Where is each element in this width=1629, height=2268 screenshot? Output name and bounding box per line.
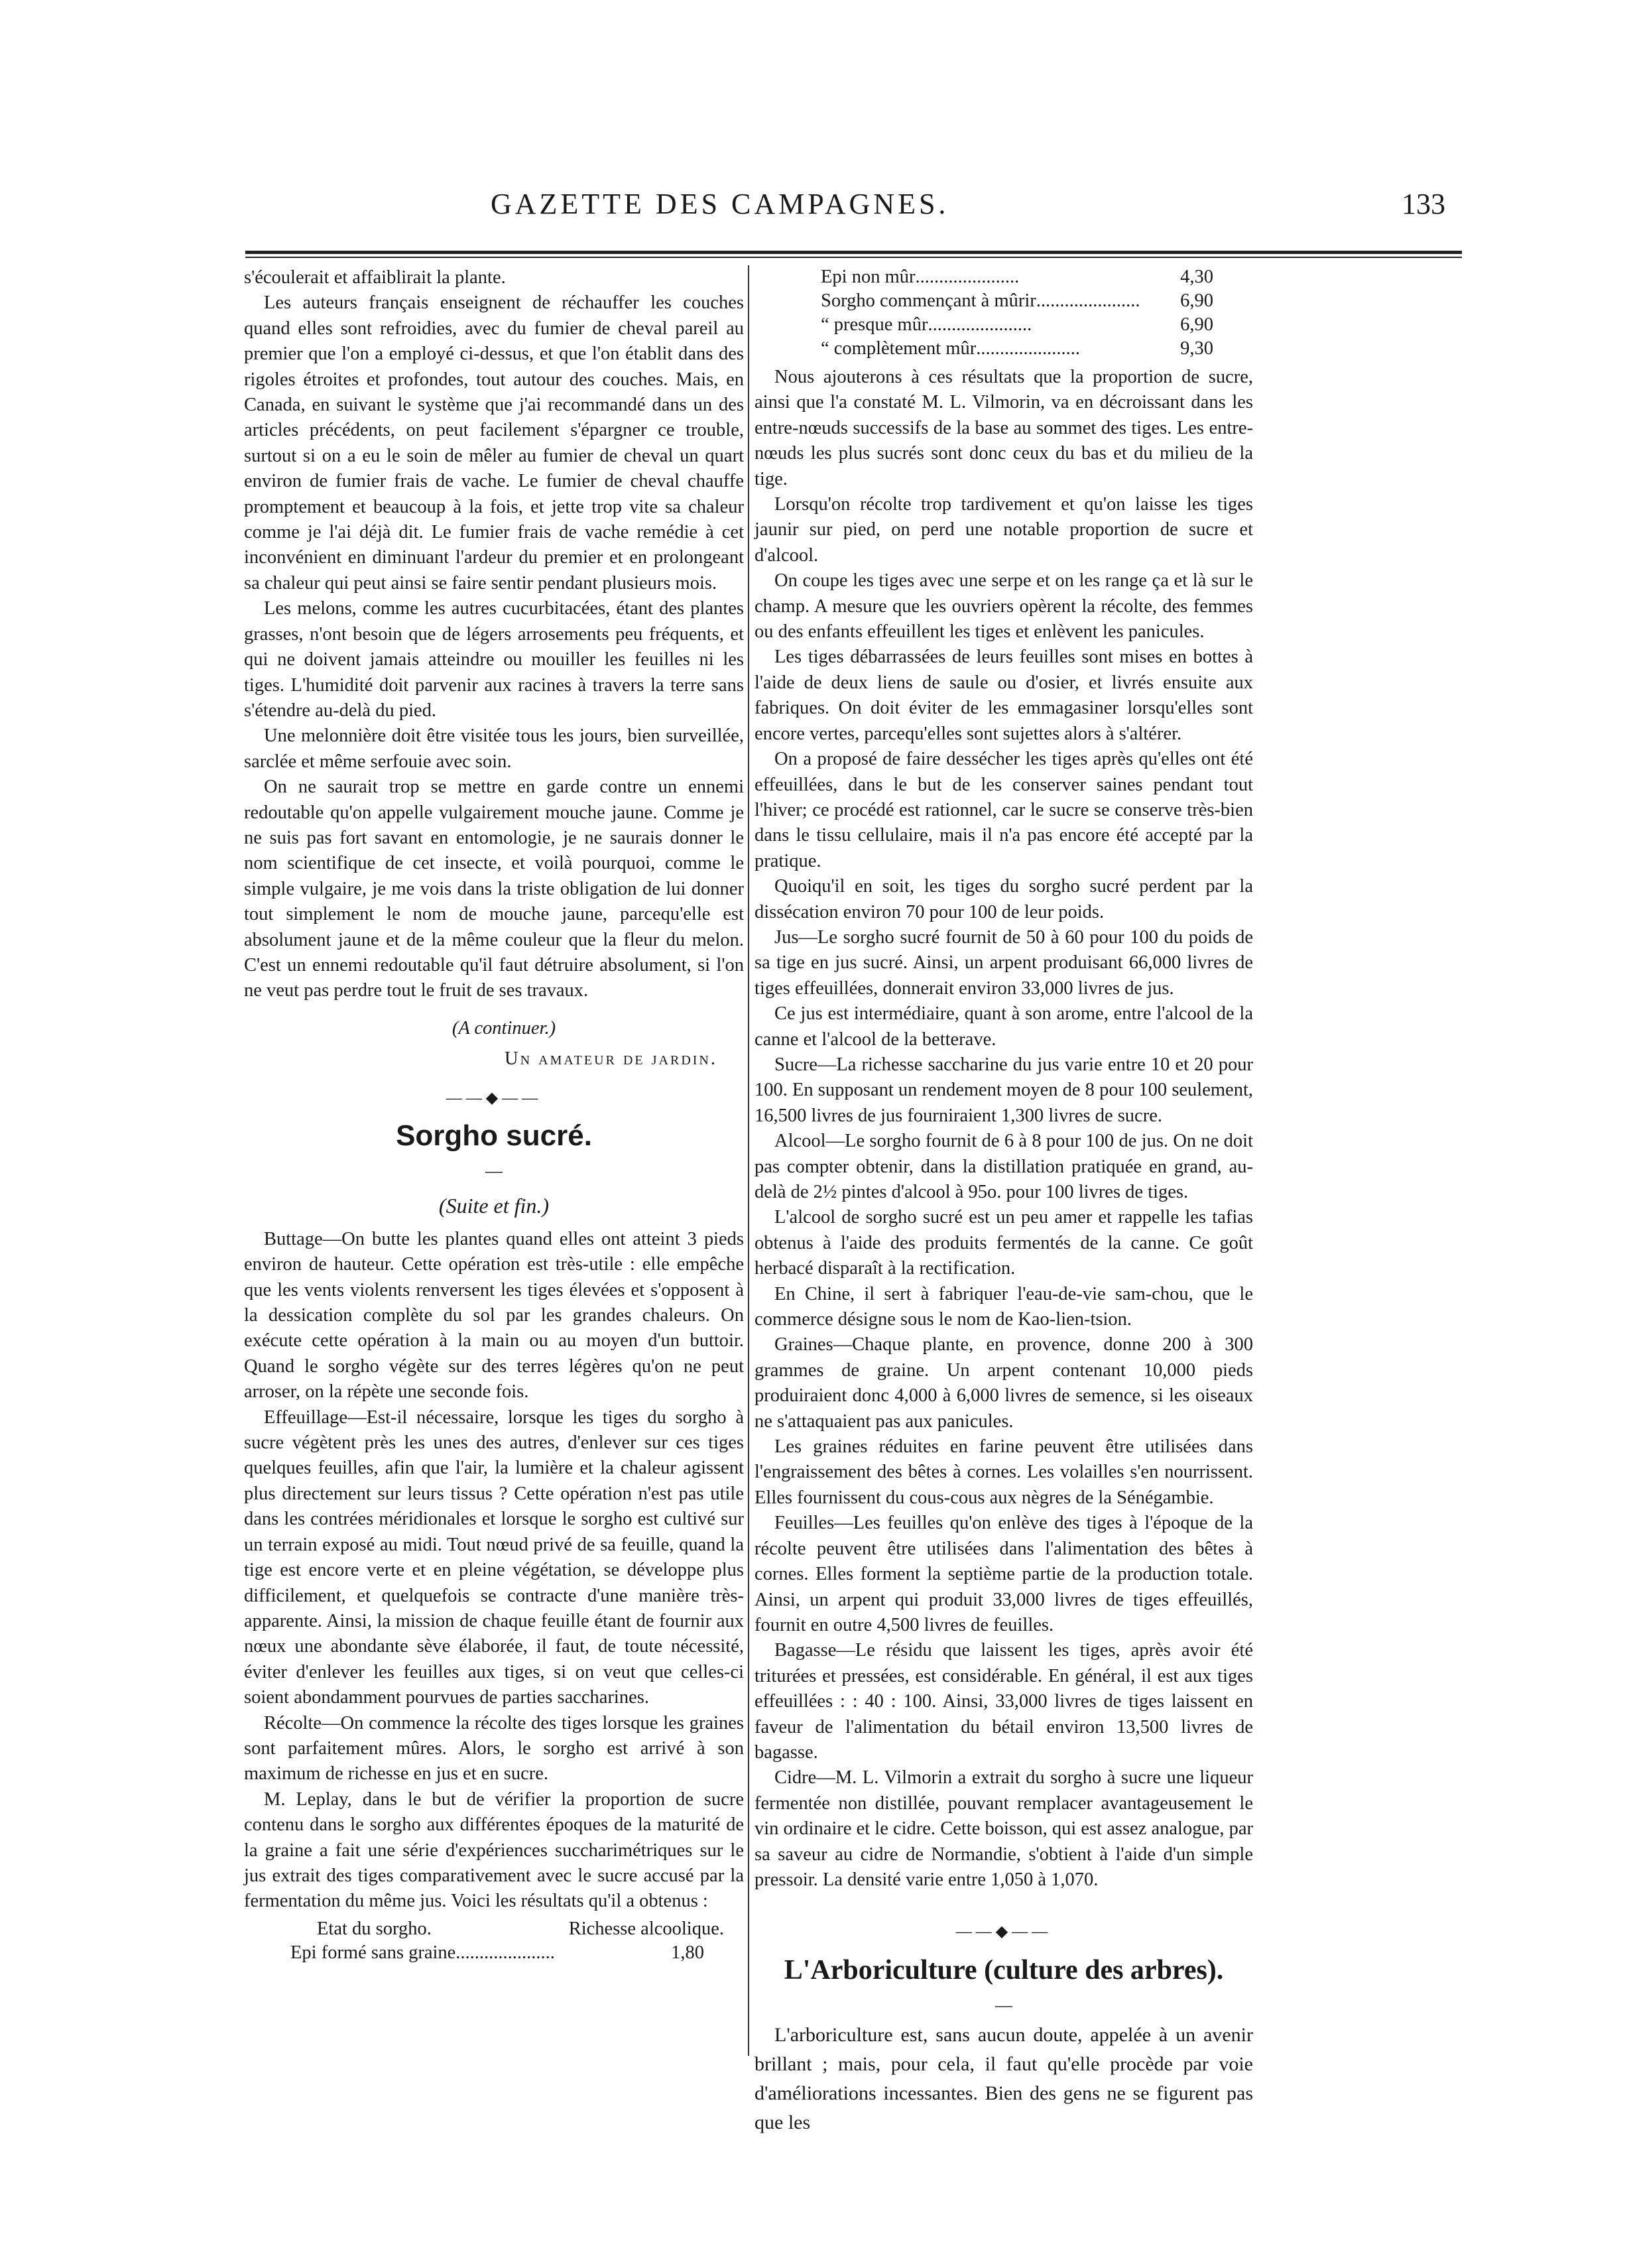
row-value: 6,90 xyxy=(1180,314,1213,335)
results-table xyxy=(244,1941,744,1965)
right-column xyxy=(754,265,1253,2137)
results-table-head xyxy=(244,1915,744,1941)
column-divider xyxy=(748,265,749,2056)
dot-leader: ...................... xyxy=(915,267,1020,287)
paragraph: Nous ajouterons à ces résultats que la proportion de sucre, ainsi que l'a constaté M. L. Vilmorin, va en décroissant dans les entre-nœuds successifs de la base au sommet des tiges. Les entre-nœuds les plus sucrés sont donc ceux du bas et du milieu de la tige. xyxy=(754,367,1253,489)
paragraph: Une melonnière doit être visitée tous les jours, bien surveillée, sarclée et même serfouie avec soin. xyxy=(244,725,744,772)
table-header-richness: Richesse alcoolique. xyxy=(568,1918,724,1939)
paragraph: L'alcool de sorgho sucré est un peu amer et rappelle les tafias obtenus à l'aide des produits fermentés de la canne. Ce goût herbacé disparaît à la rectification. xyxy=(754,1207,1253,1279)
dot-leader: ...................... xyxy=(1036,290,1140,311)
row-label: Epi non mûr xyxy=(821,267,916,287)
section-ornament: ——◆—— xyxy=(446,1089,542,1107)
to-be-continued: (A continuer.) xyxy=(452,1017,556,1039)
paragraph-alcool: Alcool—Le sorgho fournit de 6 à 8 pour 100 de jus. On ne doit pas compter obtenir, dans la distillation pratiquée en grand, au-delà de 2½ pintes d'alcool à 95o. pour 100 livres de tiges. xyxy=(754,1131,1253,1202)
paragraph-arboriculture: L'arboriculture est, sans aucun doute, appelée à un avenir brillant ; mais, pour cela, il faut qu'elle procède par voie d'améliorations incessantes. Bien des gens ne se figurent pas que les xyxy=(754,2024,1253,2134)
paragraph: On a proposé de faire dessécher les tiges après qu'elles ont été effeuillées, dans le but de les conserver saines pendant tout l'hiver; ce procédé est rationnel, car le sucre se conserve très-bien dans le tissu cellulaire, mais il n'a pas encore été accepté par la pratique. xyxy=(754,749,1253,871)
table-row xyxy=(754,313,1253,337)
table-row xyxy=(754,289,1253,313)
paragraph: En Chine, il sert à fabriquer l'eau-de-vie sam-chou, que le commerce désigne sous le nom de Kao-lien-tsion. xyxy=(754,1283,1253,1330)
paragraph: s'écoulerait et affaiblirait la plante. xyxy=(244,267,506,288)
header-rule xyxy=(245,251,1462,258)
row-label: “ presque mûr xyxy=(821,314,928,335)
page-header xyxy=(252,187,1445,233)
paragraph: Les graines réduites en farine peuvent être utilisées dans l'engraissement des bêtes à cornes. Les volailles s'en nourrissent. Elles fournissent du cous-cous aux nègres de la Sénégambie. xyxy=(754,1436,1253,1508)
section-subtitle: (Suite et fin.) xyxy=(438,1194,550,1218)
table-row xyxy=(754,337,1253,361)
dot-leader: ...................... xyxy=(976,338,1080,359)
author-signature: Un amateur de jardin. xyxy=(505,1048,717,1070)
paragraph-cidre: Cidre—M. L. Vilmorin a extrait du sorgho à sucre une liqueur fermentée non distillée, pouvant remplacer avantageusement le vin ordinaire et le cidre. Cette boisson, qui est assez analogue, par sa saveur au cidre de Normandie, s'obtient à l'aide d'un simple pressoir. La densité varie entre 1,050 à 1,070. xyxy=(754,1767,1253,1890)
paragraph-feuilles: Feuilles—Les feuilles qu'on enlève des tiges à l'époque de la récolte peuvent être utilisées dans l'alimentation des bêtes à cornes. Elles forment la septième partie de la production totale. Ainsi, un arpent qui produit 33,000 livres de tiges effeuillés, fournit en outre 4,500 livres de feuilles. xyxy=(754,1513,1253,1635)
section-title-sorgho: Sorgho sucré. xyxy=(396,1119,592,1152)
paragraph-graines: Graines—Chaque plante, en provence, donne 200 à 300 grammes de graine. Un arpent contenant 10,000 pieds produiraient donc 4,000 à 6,000 livres de semence, si les oiseaux ne s'attaquaient pas aux panicules. xyxy=(754,1334,1253,1432)
paragraph-jus: Jus—Le sorgho sucré fournit de 50 à 60 pour 100 du poids de sa tige en jus sucré. Ainsi, un arpent produisant 66,000 livres de tiges effeuillées, donnerait environ 33,000 livres de jus. xyxy=(754,926,1253,999)
page-number: 133 xyxy=(1402,188,1445,220)
paragraph-buttage: Buttage—On butte les plantes quand elles ont atteint 3 pieds environ de hauteur. Cette opération est très-utile : elle empêche que les vents violents renversent les tiges élevées et s'opposent à la dessication complète du sol par les grandes chaleurs. On exécute cette opération à la main ou au moyen d'un buttoir. Quand le sorgho végète sur des terres légères qu'on ne peut arroser, on la répète une seconde fois. xyxy=(244,1228,744,1403)
left-column xyxy=(244,265,744,1965)
paragraph: On coupe les tiges avec une serpe et on les range ça et là sur le champ. A mesure que les ouvriers opèrent la récolte, des femmes ou des enfants effeuillent les tiges et enlèvent les panicules. xyxy=(754,570,1253,643)
paragraph-bagasse: Bagasse—Le résidu que laissent les tiges, après avoir été triturées et pressées, est considérable. En général, il est aux tiges effeuillées : : 40 : 100. Ainsi, 33,000 livres de tiges laissent en faveur de l'alimentation du bétail environ 13,500 livres de bagasse. xyxy=(754,1640,1253,1763)
results-table-continued xyxy=(754,265,1253,361)
table-row xyxy=(754,265,1253,289)
running-title: GAZETTE DES CAMPAGNES. xyxy=(491,188,949,220)
paragraph: Les tiges débarrassées de leurs feuilles sont mises en bottes à l'aide de deux liens de saule ou d'osier, et livrés ensuite aux fabriques. On doit éviter de les emmagasiner lorsqu'elles sont encore vertes, parcequ'elles sont sujettes alors à s'altérer. xyxy=(754,647,1253,744)
title-dash: — xyxy=(995,1995,1012,2015)
row-value: 9,30 xyxy=(1180,338,1213,359)
row-value: 4,30 xyxy=(1180,267,1213,287)
section-title-arboriculture: L'Arboriculture (culture des arbres). xyxy=(784,1954,1224,1985)
paragraph-recolte: Récolte—On commence la récolte des tiges lorsque les graines sont parfaitement mûres. Alors, le sorgho est arrivé à son maximum de richesse en jus et en sucre. xyxy=(244,1712,744,1785)
paragraph: On ne saurait trop se mettre en garde contre un ennemi redoutable qu'on appelle vulgairement mouche jaune. Comme je ne suis pas fort savant en entomologie, je ne saurais donner le nom scientifique de cet insecte, et voilà pourquoi, comme le simple vulgaire, je me vois dans la triste obligation de lui donner tout simplement le nom de mouche jaune, parcequ'elle est absolument jaune et de la même couleur que la fleur du melon. C'est un ennemi redoutable qu'il faut détruire absolument, si l'on ne veut pas perdre tout le fruit de ses travaux. xyxy=(244,777,744,1001)
title-dash: — xyxy=(485,1161,503,1180)
paragraph: Les melons, comme les autres cucurbitacées, étant des plantes grasses, n'ont besoin que de légers arrosements peu fréquents, et qui ne doivent jamais atteindre ou mouiller les feuilles ni les tiges. L'humidité doit parvenir aux racines à travers la terre sans s'étendre au-delà du pied. xyxy=(244,598,744,721)
row-label: “ complètement mûr xyxy=(821,338,977,359)
row-value: 1,80 xyxy=(671,1942,704,1963)
paragraph-leplay: M. Leplay, dans le but de vérifier la proportion de sucre contenu dans le sorgho aux différentes époques de la maturité de la graine a fait une série d'expériences succharimétriques sur le jus extrait des tiges comparativement avec le sucre accusé par la fermentation du même jus. Voici les résultats qu'il a obtenus : xyxy=(244,1789,744,1912)
dot-leader: ...................... xyxy=(928,314,1032,335)
dot-leader: ..................... xyxy=(455,1942,555,1963)
table-row xyxy=(244,1941,744,1965)
paragraph: Ce jus est intermédiaire, quant à son arome, entre l'alcool de la canne et l'alcool de la betterave. xyxy=(754,1003,1253,1050)
paragraph-effeuillage: Effeuillage—Est-il nécessaire, lorsque les tiges du sorgho à sucre végètent près les unes des autres, d'enlever sur ces tiges quelques feuilles, afin que l'air, la lumière et la chaleur agissent plus directement sur leurs tissus ? Cette opération n'est pas utile dans les contrées méridionales et lorsque le sorgho est cultivé sur un terrain exposé au midi. Tout nœud privé de sa feuille, quand la tige est encore verte et en pleine végétation, se développe plus difficilement, et quelquefois se contracte d'une manière très-apparente. Ainsi, la mission de chaque feuille étant de fournir aux nœux une abondante sève élaborée, il faut, de toute nécessité, éviter d'enlever les feuilles aux tiges, si on veut que celles-ci soient abondamment pourvues de parties saccharines. xyxy=(244,1407,744,1708)
table-header-state: Etat du sorgho. xyxy=(317,1918,432,1939)
section-ornament: ——◆—— xyxy=(955,1923,1052,1941)
paragraph: Les auteurs français enseignent de réchauffer les couches quand elles sont refroidies, avec du fumier de cheval pareil au premier que l'on a employé ci-dessus, et que l'on établit dans des rigoles étroites et profondes, tout autour des couches. Mais, en Canada, en suivant le système que j'ai recommandé dans un des articles précédents, on peut facilement s'épargner ce trouble, surtout si on a eu le soin de mêler au fumier de cheval un quart environ de fumier frais de vache. Le fumier de cheval chauffe promptement et beaucoup à la fois, et jette trop vite sa chaleur comme je l'ai déjà dit. Le fumier frais de vache remédie à cet inconvénient en diminuant l'ardeur du premier et en prolongeant sa chaleur qui peut ainsi se faire sentir pendant plusieurs mois. xyxy=(244,292,744,594)
row-label: Sorgho commençant à mûrir xyxy=(821,290,1036,311)
row-value: 6,90 xyxy=(1180,290,1213,311)
paragraph: Quoiqu'il en soit, les tiges du sorgho sucré perdent par la dissécation environ 70 pour 100 de leur poids. xyxy=(754,876,1253,922)
paragraph: Lorsqu'on récolte trop tardivement et qu'on laisse les tiges jaunir sur pied, on perd une notable proportion de sucre et d'alcool. xyxy=(754,494,1253,566)
paragraph-sucre: Sucre—La richesse saccharine du jus varie entre 10 et 20 pour 100. En supposant un rendement moyen de 8 pour 100 seulement, 16,500 livres de jus fourniraient 1,300 livres de sucre. xyxy=(754,1054,1253,1126)
row-label: Epi formé sans graine xyxy=(290,1942,456,1963)
